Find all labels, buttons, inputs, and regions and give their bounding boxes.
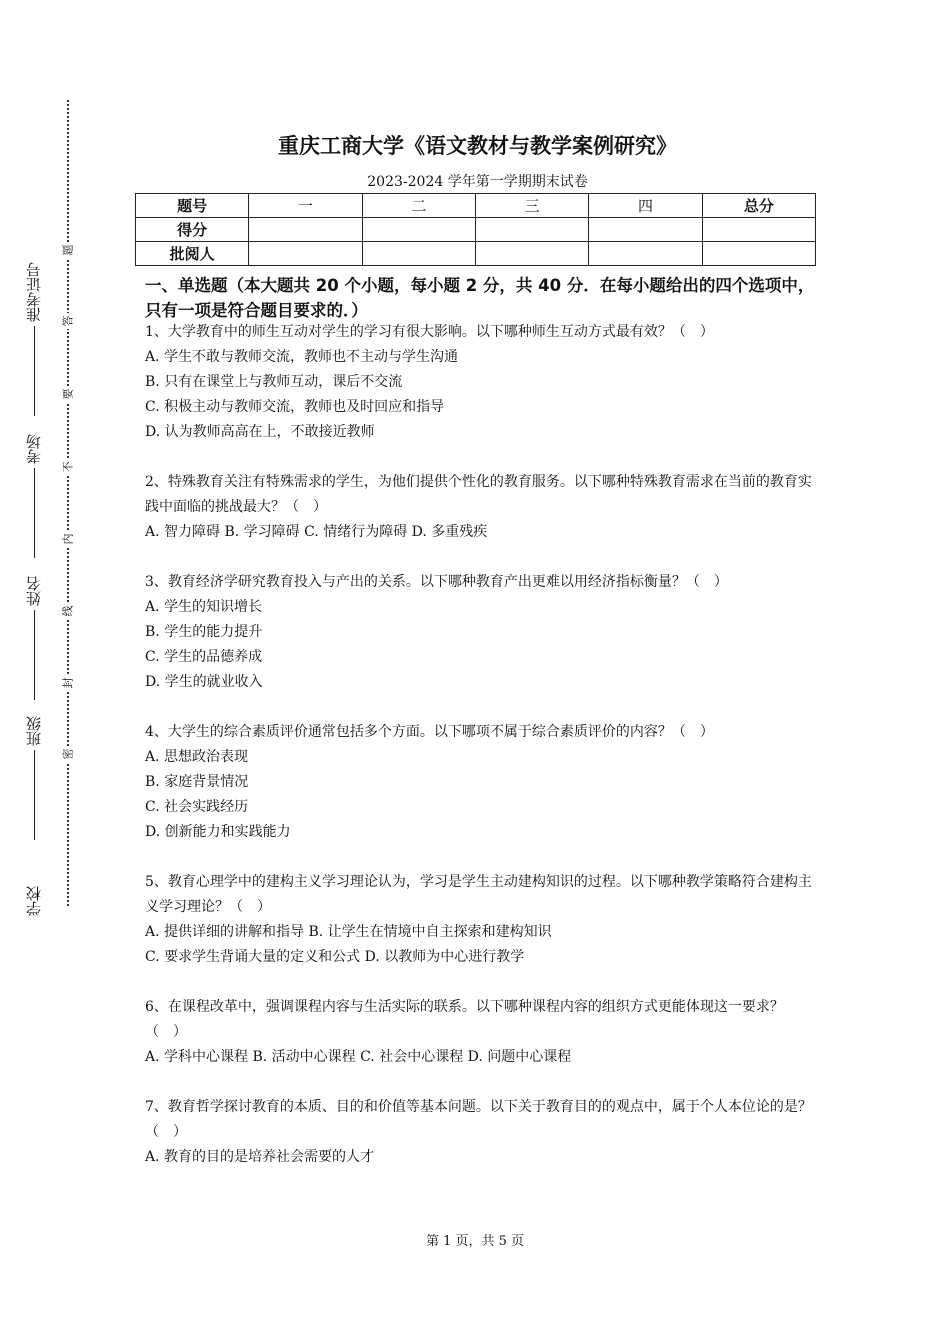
admission-number-label: 准考证号 xyxy=(25,262,43,322)
question-stem: 4、大学生的综合素质评价通常包括多个方面。以下哪项不属于综合素质评价的内容？（ ） xyxy=(145,724,714,740)
admission-number-field[interactable] xyxy=(22,262,46,416)
name-field[interactable] xyxy=(22,576,46,700)
grader-cell[interactable] xyxy=(702,242,815,266)
question-3 xyxy=(145,570,813,695)
score-cell[interactable] xyxy=(475,218,588,242)
question-stem: 1、大学教育中的师生互动对学生的学习有很大影响。以下哪种师生互动方式最有效？（ ） xyxy=(145,324,714,340)
question-1 xyxy=(145,320,813,445)
school-field[interactable] xyxy=(22,886,46,916)
header-cell-part-2: 二 xyxy=(362,194,475,218)
name-label: 姓名 xyxy=(25,576,43,606)
name-line xyxy=(34,610,35,700)
class-line xyxy=(34,750,35,840)
exam-subtitle: 2023-2024 学年第一学期期末试卷 xyxy=(367,174,588,190)
grader-cell[interactable] xyxy=(589,242,702,266)
school-label: 学校 xyxy=(25,886,43,916)
score-cell[interactable] xyxy=(362,218,475,242)
score-row xyxy=(136,218,816,242)
exam-room-field[interactable] xyxy=(22,434,46,558)
question-option: C. 积极主动与教师交流，教师也及时回应和指导 xyxy=(145,399,445,415)
score-cell[interactable] xyxy=(702,218,815,242)
question-option: A. 学科中心课程 B. 活动中心课程 C. 社会中心课程 D. 问题中心课程 xyxy=(145,1049,572,1065)
question-option: A. 提供详细的讲解和指导 B. 让学生在情境中自主探索和建构知识 xyxy=(145,924,552,940)
score-row-label: 得分 xyxy=(136,218,249,242)
question-5 xyxy=(145,870,813,970)
question-4 xyxy=(145,720,813,845)
seal-dotted-line xyxy=(67,100,69,906)
question-option: D. 学生的就业收入 xyxy=(145,674,263,690)
grader-cell[interactable] xyxy=(362,242,475,266)
question-stem: 2、特殊教育关注有特殊需求的学生，为他们提供个性化的教育服务。以下哪种特殊教育需求在当前的教育实践中面临的挑战最大？（ ） xyxy=(145,474,812,515)
question-option: A. 教育的目的是培养社会需要的人才 xyxy=(145,1149,375,1165)
question-2 xyxy=(145,470,813,545)
question-stem: 6、在课程改革中，强调课程内容与生活实际的联系。以下哪种课程内容的组织方式更能体现这一要求？（ ） xyxy=(145,999,784,1040)
question-option: A. 智力障碍 B. 学习障碍 C. 情绪行为障碍 D. 多重残疾 xyxy=(145,524,488,540)
grader-cell[interactable] xyxy=(475,242,588,266)
seal-char: 题 xyxy=(60,242,76,258)
question-option: A. 学生不敢与教师交流，教师也不主动与学生沟通 xyxy=(145,349,459,365)
header-cell-total: 总分 xyxy=(702,194,815,218)
question-option: A. 学生的知识增长 xyxy=(145,599,263,615)
question-option: C. 社会实践经历 xyxy=(145,799,249,815)
question-stem: 7、教育哲学探讨教育的本质、目的和价值等基本问题。以下关于教育目的的观点中，属于个人本位论的是？（ ） xyxy=(145,1099,812,1140)
grader-row-label: 批阅人 xyxy=(136,242,249,266)
question-option: D. 认为教师高高在上，不敢接近教师 xyxy=(145,424,375,440)
class-label: 班级 xyxy=(25,716,43,746)
seal-char: 答 xyxy=(60,313,76,329)
question-option: D. 创新能力和实践能力 xyxy=(145,824,291,840)
score-cell[interactable] xyxy=(589,218,702,242)
score-cell[interactable] xyxy=(249,218,362,242)
score-table-header-row xyxy=(136,194,816,218)
seal-char: 要 xyxy=(60,386,76,402)
admission-number-line xyxy=(34,326,35,416)
question-stem: 5、教育心理学中的建构主义学习理论认为，学习是学生主动建构知识的过程。以下哪种教学策略符合建构主义学习理论？（ ） xyxy=(145,874,812,915)
header-cell-question-no: 题号 xyxy=(136,194,249,218)
question-option: B. 学生的能力提升 xyxy=(145,624,263,640)
section-heading: 一、单选题（本大题共 20 个小题，每小题 2 分，共 40 分．在每小题给出的四个选项中，只有一项是符合题目要求的．） xyxy=(145,276,815,320)
question-option: B. 只有在课堂上与教师互动，课后不交流 xyxy=(145,374,403,390)
exam-title: 重庆工商大学《语文教材与教学案例研究》 xyxy=(278,134,677,158)
question-option: A. 思想政治表现 xyxy=(145,749,249,765)
question-option: C. 学生的品德养成 xyxy=(145,649,263,665)
exam-room-line xyxy=(34,468,35,558)
question-6 xyxy=(145,995,813,1070)
header-cell-part-1: 一 xyxy=(249,194,362,218)
header-cell-part-3: 三 xyxy=(475,194,588,218)
score-table xyxy=(135,193,816,266)
class-field[interactable] xyxy=(22,716,46,840)
header-cell-part-4: 四 xyxy=(589,194,702,218)
question-list xyxy=(145,320,813,1195)
question-option: C. 要求学生背诵大量的定义和公式 D. 以教师为中心进行教学 xyxy=(145,949,525,965)
exam-room-label: 考场 xyxy=(25,434,43,464)
grader-cell[interactable] xyxy=(249,242,362,266)
page-number: 第 1 页，共 5 页 xyxy=(425,1234,525,1249)
seal-char: 不 xyxy=(60,459,76,475)
grader-row xyxy=(136,242,816,266)
seal-char: 密 xyxy=(60,746,76,762)
question-7 xyxy=(145,1095,813,1170)
seal-char: 线 xyxy=(60,603,76,619)
seal-char: 内 xyxy=(60,531,76,547)
question-option: B. 家庭背景情况 xyxy=(145,774,249,790)
question-stem: 3、教育经济学研究教育投入与产出的关系。以下哪种教育产出更难以用经济指标衡量？（ ） xyxy=(145,574,728,590)
seal-char: 封 xyxy=(60,675,76,691)
